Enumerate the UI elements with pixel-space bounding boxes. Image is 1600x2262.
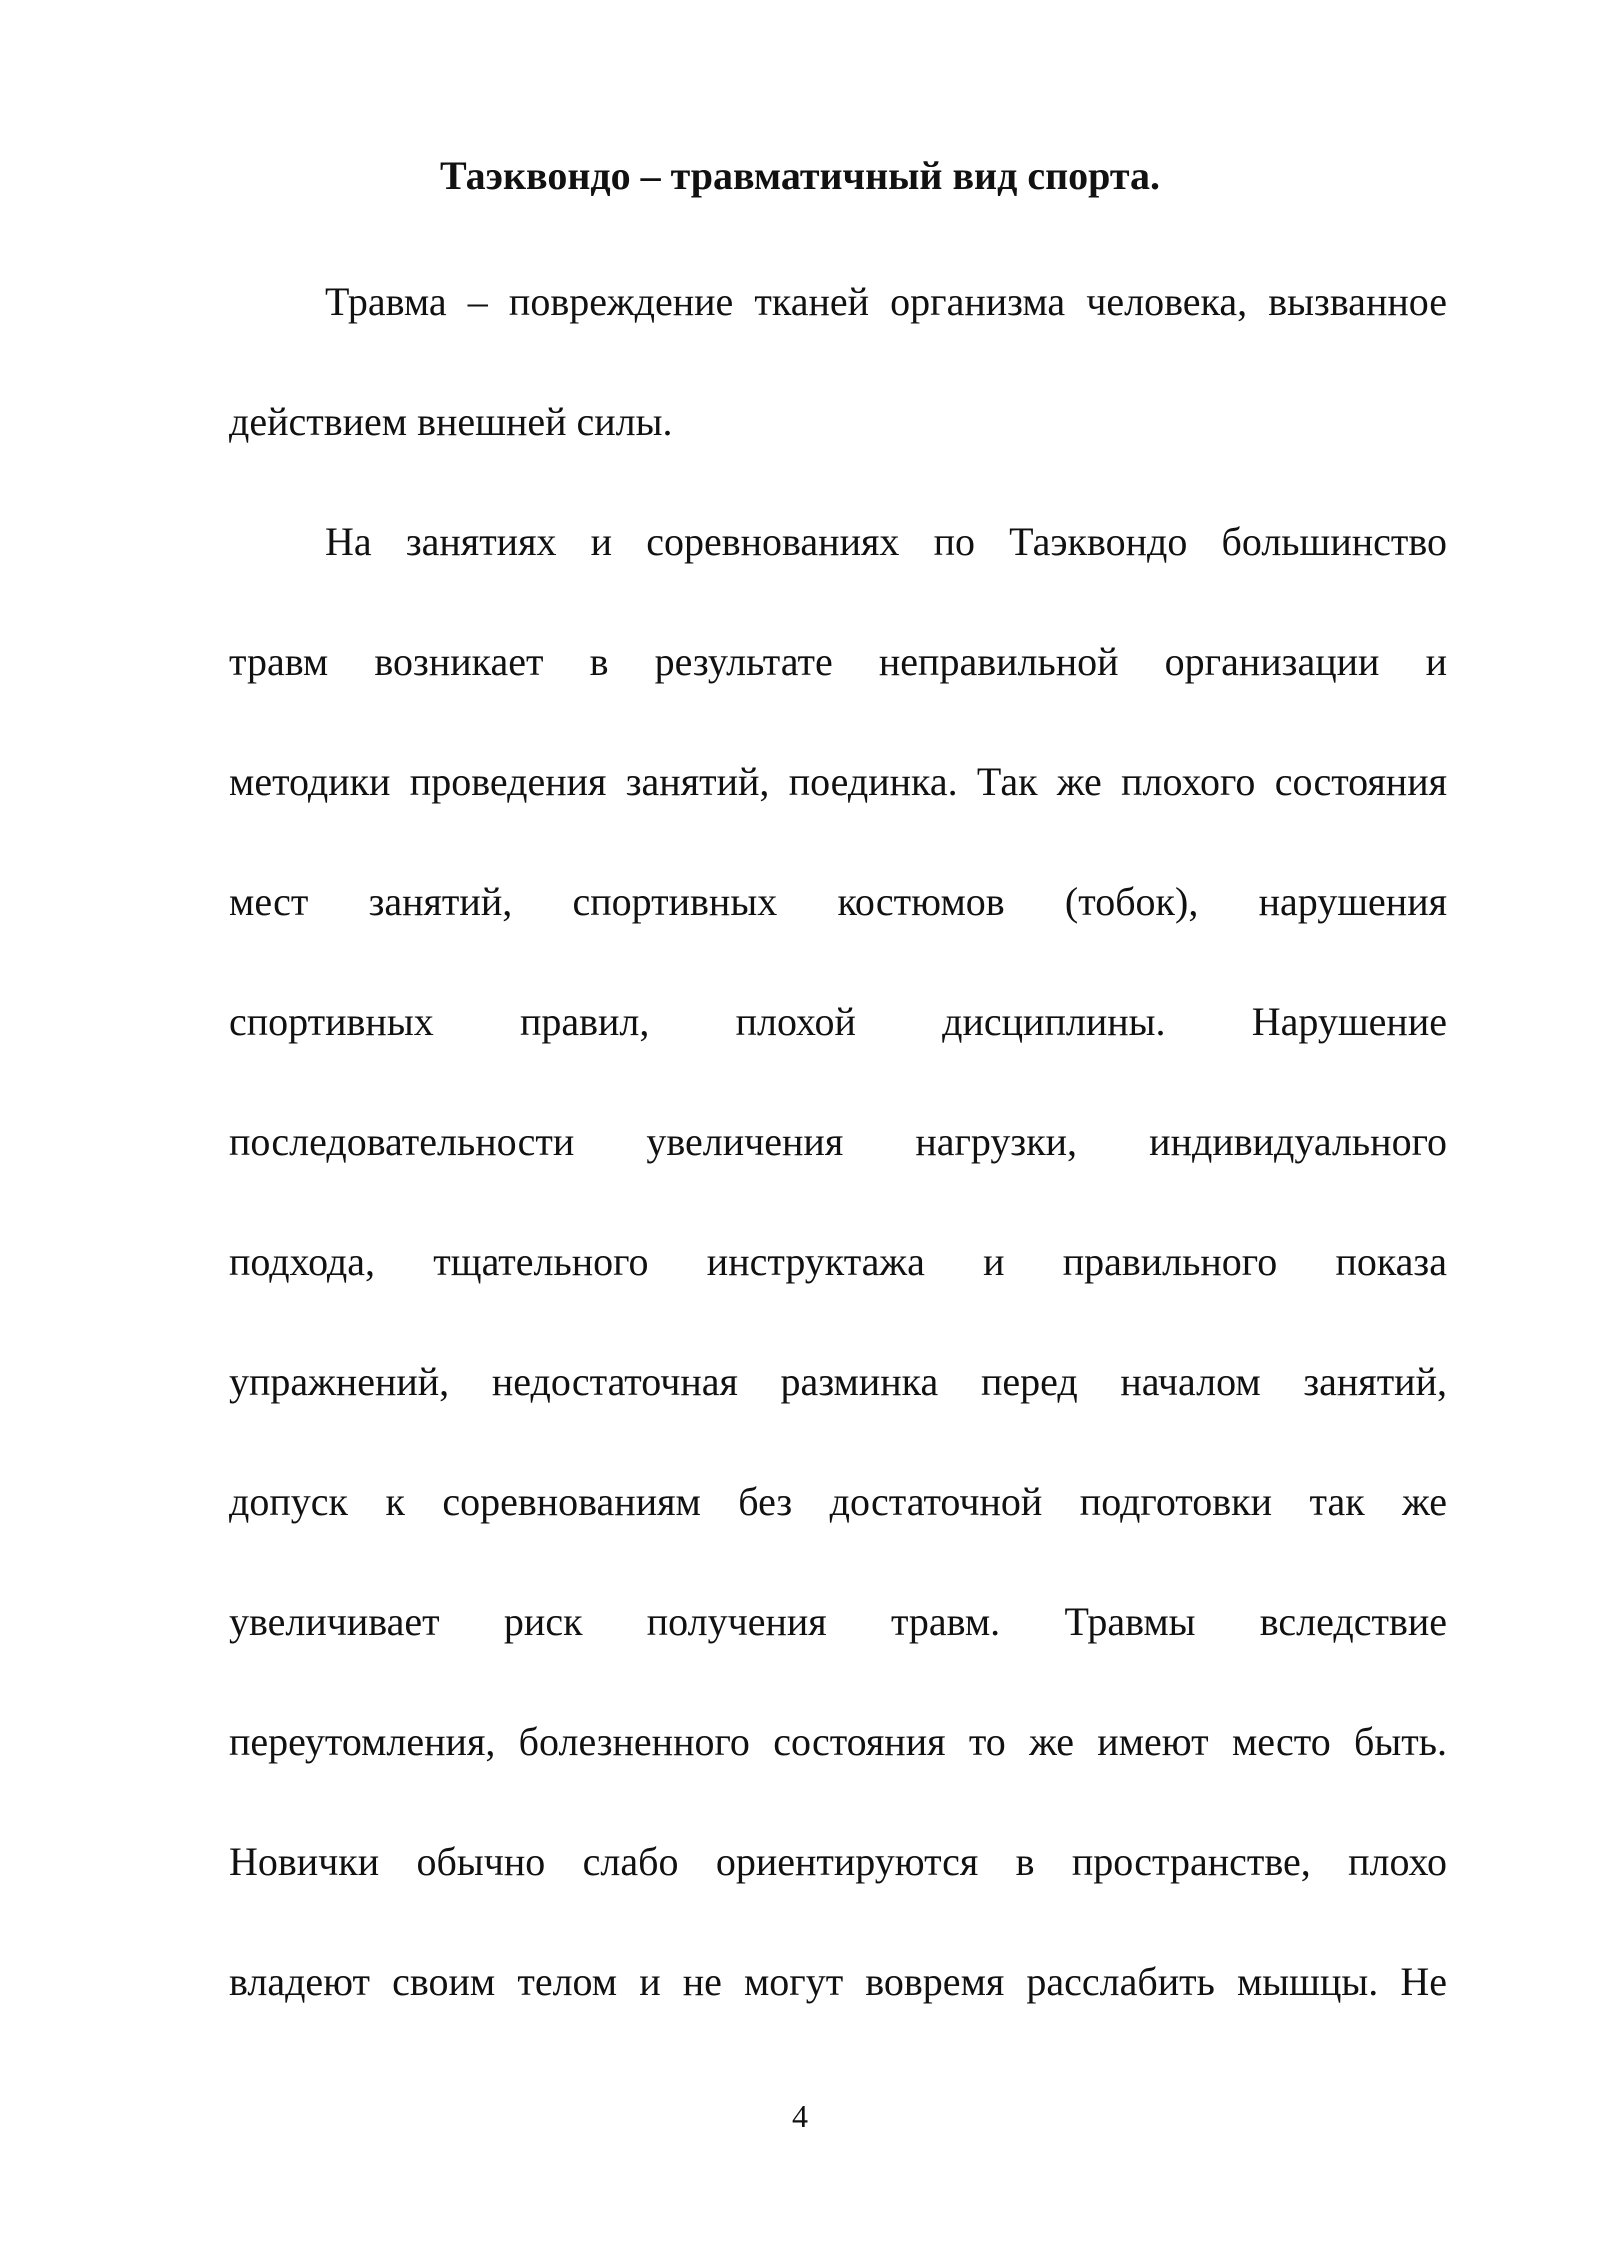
text-line: упражнений, недостаточная разминка перед началом занятий, — [229, 1359, 1447, 1404]
text-line: допуск к соревнованиям без достаточной подготовки так же — [229, 1479, 1447, 1524]
text-line: травм возникает в результате неправильной организации и — [229, 639, 1447, 684]
text-line: Травма – повреждение тканей организма человека, вызванное — [325, 279, 1447, 324]
text-line: переутомления, болезненного состояния то же имеют место быть. — [229, 1719, 1447, 1764]
text-line: подхода, тщательного инструктажа и правильного показа — [229, 1239, 1447, 1284]
text-line: владеют своим телом и не могут вовремя расслабить мышцы. Не — [229, 1959, 1447, 2004]
text-line: спортивных правил, плохой дисциплины. Нарушение — [229, 999, 1447, 1044]
document-title: Таэквондо – травматичный вид спорта. — [440, 153, 1160, 198]
text-line: увеличивает риск получения травм. Травмы вследствие — [229, 1599, 1447, 1644]
text-line: методики проведения занятий, поединка. Так же плохого состояния — [229, 759, 1447, 804]
text-line: действием внешней силы. — [229, 399, 673, 444]
page-number: 4 — [792, 2098, 808, 2134]
text-line: Новички обычно слабо ориентируются в пространстве, плохо — [229, 1839, 1447, 1884]
text-line: мест занятий, спортивных костюмов (тобок), нарушения — [229, 879, 1447, 924]
text-line: последовательности увеличения нагрузки, индивидуального — [229, 1119, 1447, 1164]
text-line: На занятиях и соревнованиях по Таэквондо большинство — [325, 519, 1447, 564]
